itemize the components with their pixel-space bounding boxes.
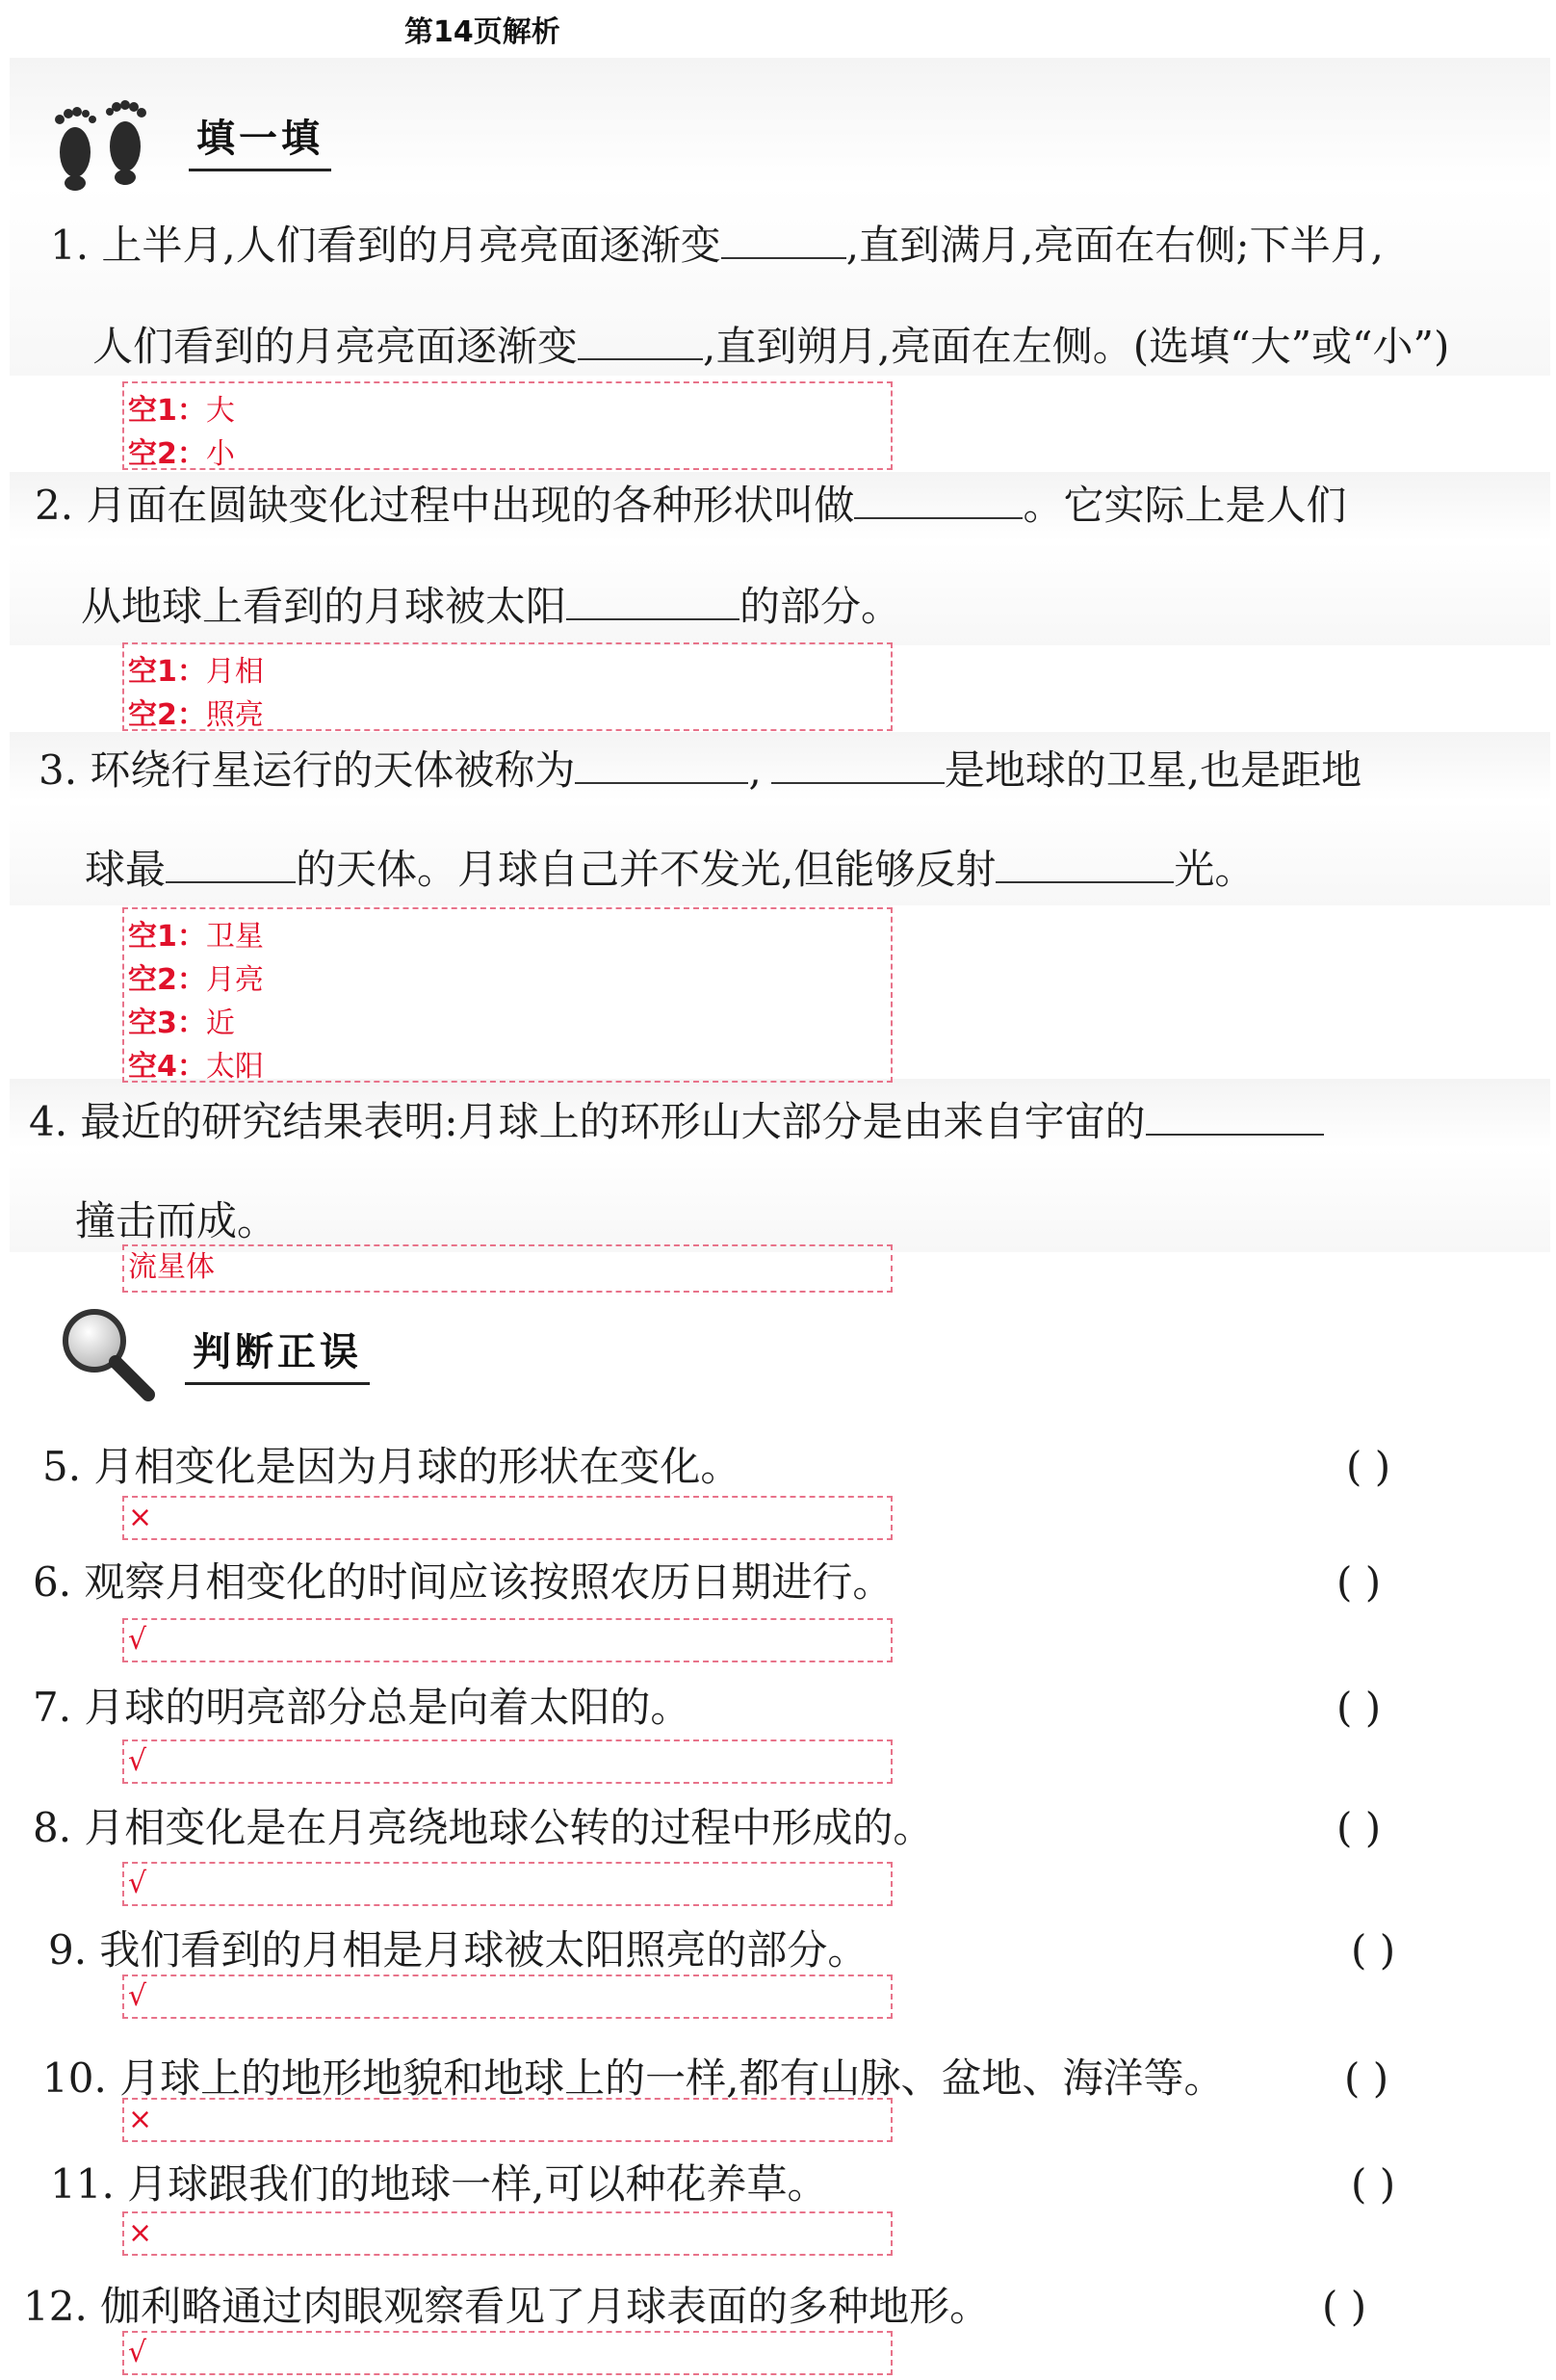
q3-text: 光。 [1174,846,1256,893]
judgment-paren: ( ) [1351,2160,1396,2208]
judgment-9: 9. 我们看到的月相是月球被太阳照亮的部分。 [48,1926,869,1974]
answer-value: 照亮 [205,698,264,732]
answer-value: 近 [205,1007,235,1040]
answer-row [128,915,885,958]
q4-text: 撞击而成。 [75,1197,278,1244]
q2-text: 2. 月面在圆缺变化过程中出现的各种形状叫做 [35,482,855,529]
answer-value: 大 [205,394,235,428]
answer-value: 月亮 [205,963,264,997]
q1-line2 [92,323,1449,371]
answer-blank [721,224,846,259]
judgment-8-answer [122,1862,893,1906]
answer-row [128,650,885,693]
answer-value: √ [128,1867,147,1900]
q2-text: 的部分。 [739,583,902,630]
answer-row [128,432,885,476]
judgment-paren: ( ) [1351,1926,1396,1974]
answer-value: √ [128,1623,147,1657]
q1-text: ,直到朔月,亮面在左侧。(选填“大”或“小”) [703,323,1450,370]
answer-blank [166,849,296,883]
answer-row [128,693,885,737]
q3-text: 是地球的卫星,也是距地 [944,746,1362,794]
q2-line2 [81,583,901,631]
q1-text: 人们看到的月亮亮面逐渐变 [92,323,579,370]
answer-value: × [128,1501,153,1534]
judgment-paren: ( ) [1336,1804,1382,1851]
judgment-paren: ( ) [1336,1558,1382,1606]
q3-text: 的天体。月球自己并不发光,但能够反射 [296,846,997,893]
judgment-6: 6. 观察月相变化的时间应该按照农历日期进行。 [33,1558,894,1606]
answer-value: √ [128,2336,147,2369]
section-title-judge: 判断正误 [185,1321,370,1385]
page-title: 第14页解析 [404,15,560,49]
judgment-9-answer [122,1975,893,2019]
answer-row [128,958,885,1002]
judgment-12-answer [122,2331,893,2375]
answer-row [128,1045,885,1088]
q2-text: 从地球上看到的月球被太阳 [81,583,567,630]
judgment-11: 11. 月球跟我们的地球一样,可以种花养草。 [50,2160,828,2208]
q2-text: 。它实际上是人们 [1023,482,1347,529]
answer-label: 空2： [128,698,206,732]
judgment-10-answer [122,2098,893,2142]
judgment-8: 8. 月相变化是在月亮绕地球公转的过程中形成的。 [33,1804,934,1851]
section-judge-header [54,1300,370,1406]
answer-label: 空1： [128,920,206,954]
answer-value: √ [128,1979,147,2013]
judgment-6-answer [122,1618,893,1662]
answer-value: × [128,2216,153,2250]
answer-blank [566,586,739,620]
q3-text: 球最 [85,846,167,893]
q4-line1 [29,1098,1324,1146]
q2-line1 [35,482,1346,530]
answer-label: 空4： [128,1050,206,1084]
answer-value: 流星体 [128,1250,215,1284]
judgment-paren: ( ) [1346,1443,1391,1490]
answer-value: 小 [205,437,235,471]
answer-label: 空3： [128,1007,206,1040]
answer-row [128,389,885,432]
answer-label: 空1： [128,394,206,428]
answer-value: √ [128,1744,147,1778]
q1-answer-box [122,381,893,470]
q1-text: ,直到满月,亮面在右侧;下半月, [845,222,1384,269]
section-fill-header [46,87,331,193]
judgment-paren: ( ) [1336,1684,1382,1731]
answer-value: 卫星 [205,920,264,954]
q4-text: 4. 最近的研究结果表明:月球上的环形山大部分是由来自宇宙的 [29,1098,1146,1145]
section-title-fill: 填一填 [189,108,331,171]
q4-line2 [75,1197,277,1245]
answer-blank [854,484,1023,519]
answer-blank [578,326,703,360]
answer-value: 太阳 [205,1050,264,1084]
judgment-12: 12. 伽利略通过肉眼观察看见了月球表面的多种地形。 [23,2283,991,2330]
magnifier-icon [54,1300,160,1406]
answer-label: 空1： [128,655,206,689]
q1-text: 1. 上半月,人们看到的月亮亮面逐渐变 [50,222,721,269]
answer-value: 月相 [205,655,264,689]
judgment-5: 5. 月相变化是因为月球的形状在变化。 [42,1443,741,1490]
answer-value: × [128,2103,153,2136]
judgment-5-answer [122,1496,893,1540]
judgment-paren: ( ) [1322,2283,1367,2330]
q3-text: 3. 环绕行星运行的天体被称为 [39,746,576,794]
q3-line2 [85,846,1255,894]
judgment-7: 7. 月球的明亮部分总是向着太阳的。 [33,1684,691,1731]
footprints-icon [46,87,162,193]
q3-text: , [748,746,762,794]
judgment-11-answer [122,2211,893,2256]
q1-line1 [50,222,1384,270]
answer-blank [1146,1101,1324,1136]
q3-line1 [39,746,1362,795]
answer-label: 空2： [128,963,206,997]
q2-answer-box [122,642,893,731]
answer-row [128,1002,885,1045]
judgment-7-answer [122,1739,893,1784]
judgment-paren: ( ) [1344,2054,1389,2102]
answer-blank [996,849,1174,883]
q4-answer-box [122,1244,893,1293]
judgment-10: 10. 月球上的地形地貌和地球上的一样,都有山脉、盆地、海洋等。 [42,2054,1225,2102]
answer-label: 空2： [128,437,206,471]
answer-blank [575,749,748,784]
q3-answer-box [122,907,893,1083]
answer-blank [771,749,945,784]
